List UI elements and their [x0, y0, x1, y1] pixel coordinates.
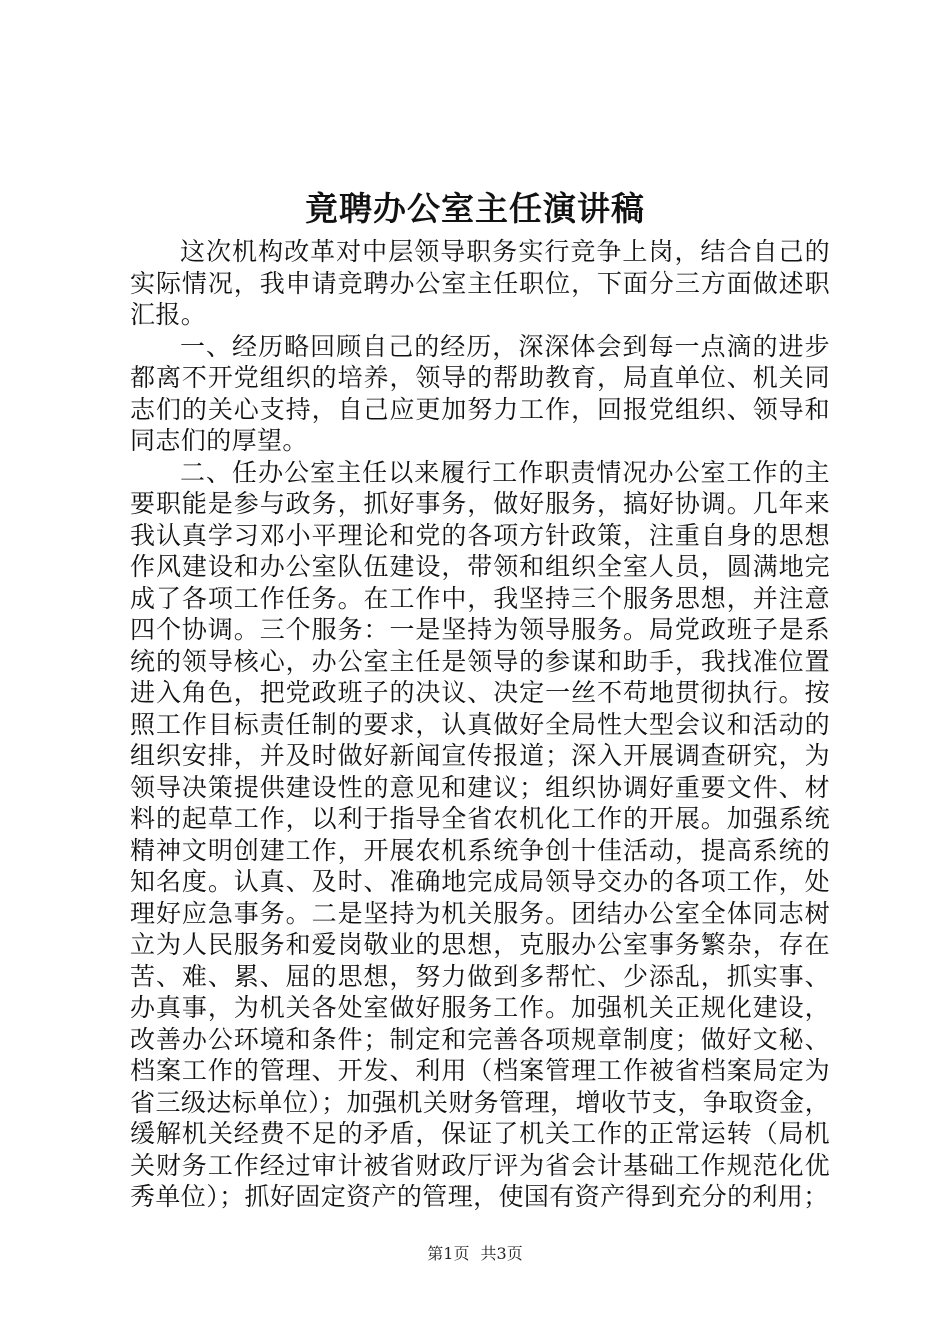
page-total: 共3页	[480, 1244, 523, 1263]
paragraph-experience: 一、经历略回顾自己的经历，深深体会到每一点滴的进步都离不开党组织的培养，领导的帮助教育，局直单位、机关同志们的关心支持，自己应更加努力工作，回报党组织、领导和同志们的厚望。	[130, 331, 830, 455]
page-number: 第1页	[427, 1244, 470, 1263]
page-footer	[0, 1242, 950, 1266]
paragraph-duties: 二、任办公室主任以来履行工作职责情况办公室工作的主要职能是参与政务，抓好事务，做好服务，搞好协调。几年来我认真学习邓小平理论和党的各项方针政策，注重自身的思想作风建设和办公室队伍建设，带领和组织全室人员，圆满地完成了各项工作任务。在工作中，我坚持三个服务思想，并注意四个协调。三个服务：一是坚持为领导服务。局党政班子是系统的领导核心，办公室主任是领导的参谋和助手，我找准位置进入角色，把党政班子的决议、决定一丝不苟地贯彻执行。按照工作目标责任制的要求，认真做好全局性大型会议和活动的组织安排，并及时做好新闻宣传报道；深入开展调查研究，为领导决策提供建设性的意见和建议；组织协调好重要文件、材料的起草工作，以利于指导全省农机化工作的开展。加强系统精神文明创建工作，开展农机系统争创十佳活动，提高系统的知名度。认真、及时、准确地完成局领导交办的各项工作，处理好应急事务。二是坚持为机关服务。团结办公室全体同志树立为人民服务和爱岗敬业的思想，克服办公室事务繁杂，存在苦、难、累、屈的思想，努力做到多帮忙、少添乱，抓实事、办真事，为机关各处室做好服务工作。加强机关正规化建设，改善办公环境和条件；制定和完善各项规章制度；做好文秘、档案工作的管理、开发、利用（档案管理工作被省档案局定为省三级达标单位）；加强机关财务管理，增收节支，争取资金，缓解机关经费不足的矛盾，保证了机关工作的正常运转（局机关财务工作经过审计被省财政厅评为省会计基础工作规范化优秀单位）；抓好固定资产的管理，使国有资产得到充分的利用；	[130, 457, 830, 1211]
document-body	[130, 236, 830, 1213]
document-title: 竟聘办公室主任演讲稿	[305, 189, 645, 228]
paragraph-intro: 这次机构改革对中层领导职务实行竞争上岗，结合自己的实际情况，我申请竞聘办公室主任职位，下面分三方面做述职汇报。	[130, 237, 830, 329]
